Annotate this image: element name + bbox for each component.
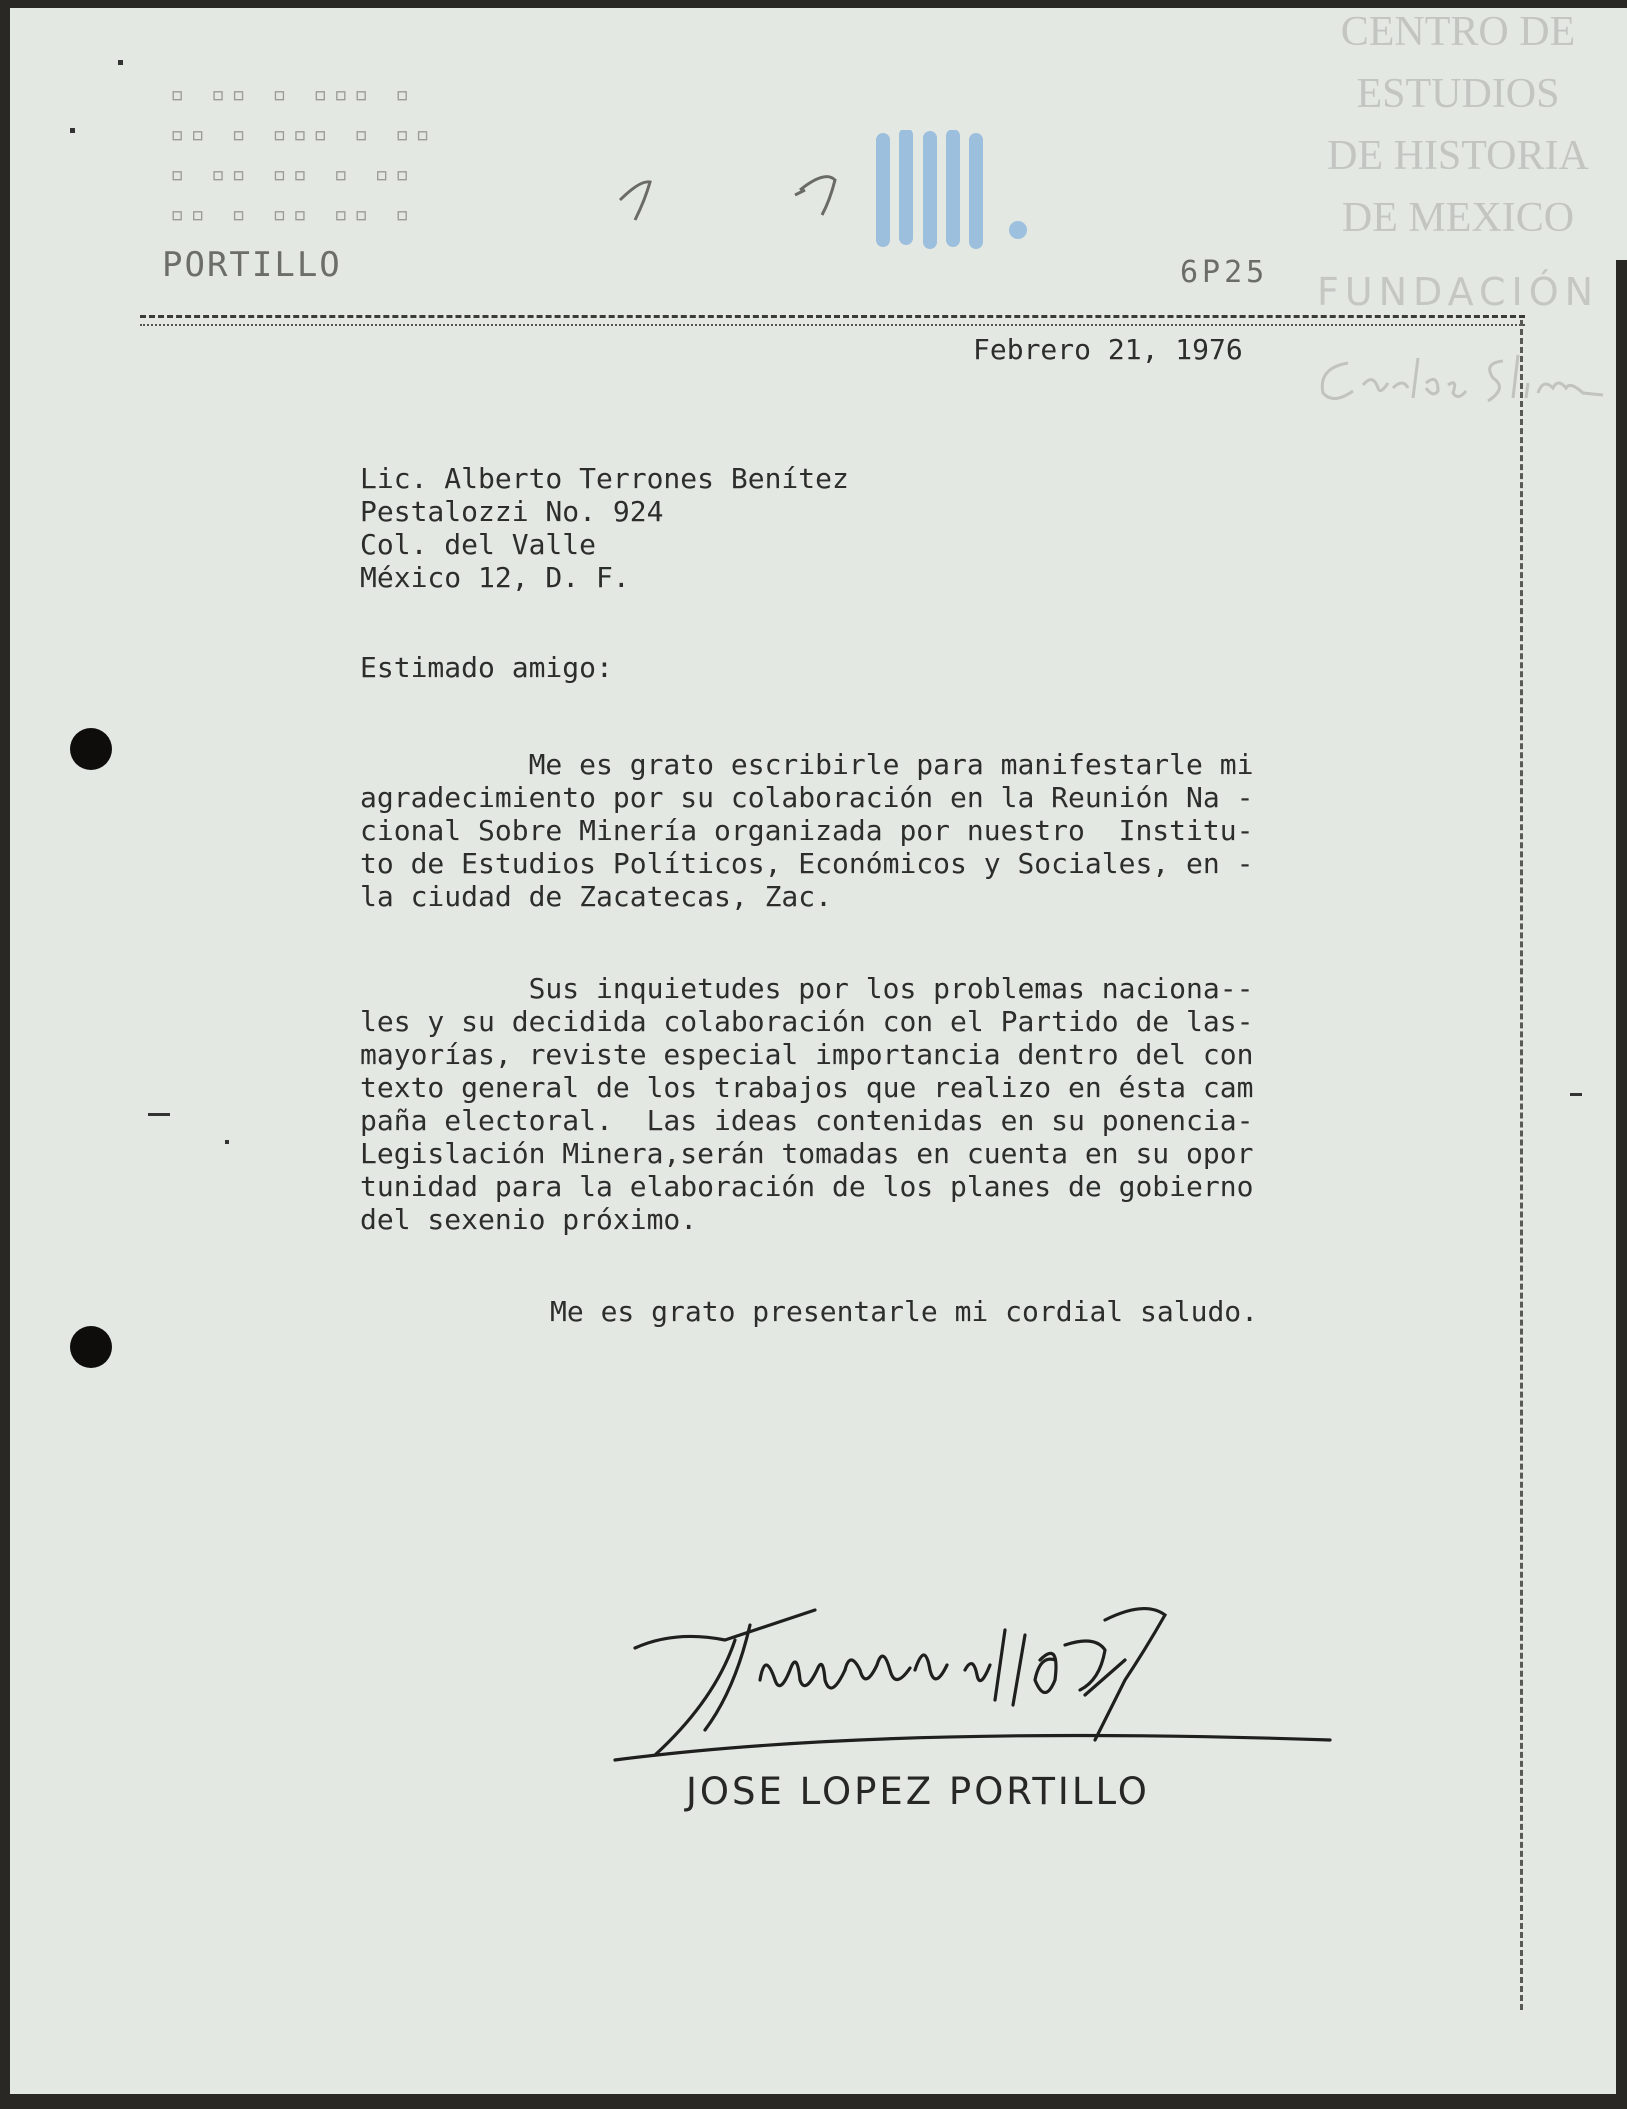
- paragraph-line: del sexenio próximo.: [360, 1203, 698, 1236]
- paragraph-line: Me es grato escribirle para manifestarle mi: [360, 748, 1254, 781]
- recipient-line: Col. del Valle: [360, 528, 597, 561]
- paragraph-line: tunidad para la elaboración de los planes de gobierno: [360, 1170, 1254, 1203]
- scan-edge-top: [0, 0, 1627, 8]
- watermark-line-4: DE MEXICO: [1341, 195, 1575, 241]
- signer-name: JOSE LOPEZ PORTILLO: [686, 1770, 1150, 1813]
- scan-edge-right: [1616, 260, 1627, 2109]
- handwritten-signature: [585, 1530, 1345, 1770]
- letterhead: [150, 75, 480, 290]
- punch-hole: [70, 728, 112, 770]
- paragraph-1: [360, 748, 1253, 913]
- paragraph-line: texto general de los trabajos que realizo en ésta cam: [360, 1071, 1254, 1104]
- closing-line: Me es grato presentarle mi cordial saludo.: [550, 1295, 1259, 1328]
- speck: [1570, 1093, 1582, 1096]
- watermark-line-1: CENTRO DE: [1340, 9, 1576, 55]
- letterhead-faded-line: ▫ ▫▫ ▫▫ ▫ ▫▫: [170, 160, 416, 188]
- letterhead-faded-line: ▫▫ ▫ ▫▫▫ ▫ ▫▫: [170, 120, 436, 148]
- paragraph-line: agradecimiento por su colaboración en la Reunión Na -: [360, 781, 1254, 814]
- paragraph-line: mayorías, reviste especial importancia dentro del con: [360, 1038, 1254, 1071]
- recipient-address: [360, 462, 849, 594]
- speck: [225, 1140, 229, 1144]
- letterhead-faded-line: ▫▫ ▫ ▫▫ ▫▫ ▫: [170, 200, 416, 228]
- recipient-line: Pestalozzi No. 924: [360, 495, 664, 528]
- speck: [70, 128, 75, 133]
- recipient-line: México 12, D. F.: [360, 561, 630, 594]
- greeting: Estimado amigo:: [360, 651, 613, 684]
- watermark-foundation: FUNDACIÓN: [1316, 270, 1600, 314]
- speck: [148, 1113, 170, 1116]
- letterhead-faded-line: ▫ ▫▫ ▫ ▫▫▫ ▫: [170, 80, 416, 108]
- paragraph-line: la ciudad de Zacatecas, Zac.: [360, 880, 833, 913]
- watermark-line-2: ESTUDIOS: [1356, 71, 1560, 117]
- paragraph-line: les y su decidida colaboración con el Partido de las-: [360, 1005, 1254, 1038]
- paragraph-line: paña electoral. Las ideas contenidas en su ponencia-: [360, 1104, 1254, 1137]
- pencil-marks: [600, 160, 860, 230]
- recipient-line: Lic. Alberto Terrones Benítez: [360, 462, 849, 495]
- scan-edge-left: [0, 0, 10, 2109]
- blue-ink-mark: [868, 130, 1038, 250]
- margin-rule: [1520, 320, 1523, 2010]
- scan-edge-bottom: [0, 2094, 1627, 2109]
- letter-date: Febrero 21, 1976: [973, 333, 1243, 366]
- paragraph-line: Legislación Minera,serán tomadas en cuenta en su opor: [360, 1137, 1254, 1170]
- watermark-line-3: DE HISTORIA: [1327, 133, 1589, 179]
- letterhead-code: 6P25: [1180, 255, 1269, 290]
- punch-hole: [70, 1326, 112, 1368]
- letterhead-name: PORTILLO: [162, 245, 342, 285]
- archive-watermark: [1300, 8, 1616, 408]
- paragraph-line: to de Estudios Políticos, Económicos y Sociales, en -: [360, 847, 1254, 880]
- paragraph-line: cional Sobre Minería organizada por nuestro Institu-: [360, 814, 1254, 847]
- watermark-signature: [1308, 343, 1608, 413]
- paragraph-line: Sus inquietudes por los problemas naciona--: [360, 972, 1254, 1005]
- speck: [118, 60, 123, 65]
- paragraph-2: [360, 972, 1253, 1236]
